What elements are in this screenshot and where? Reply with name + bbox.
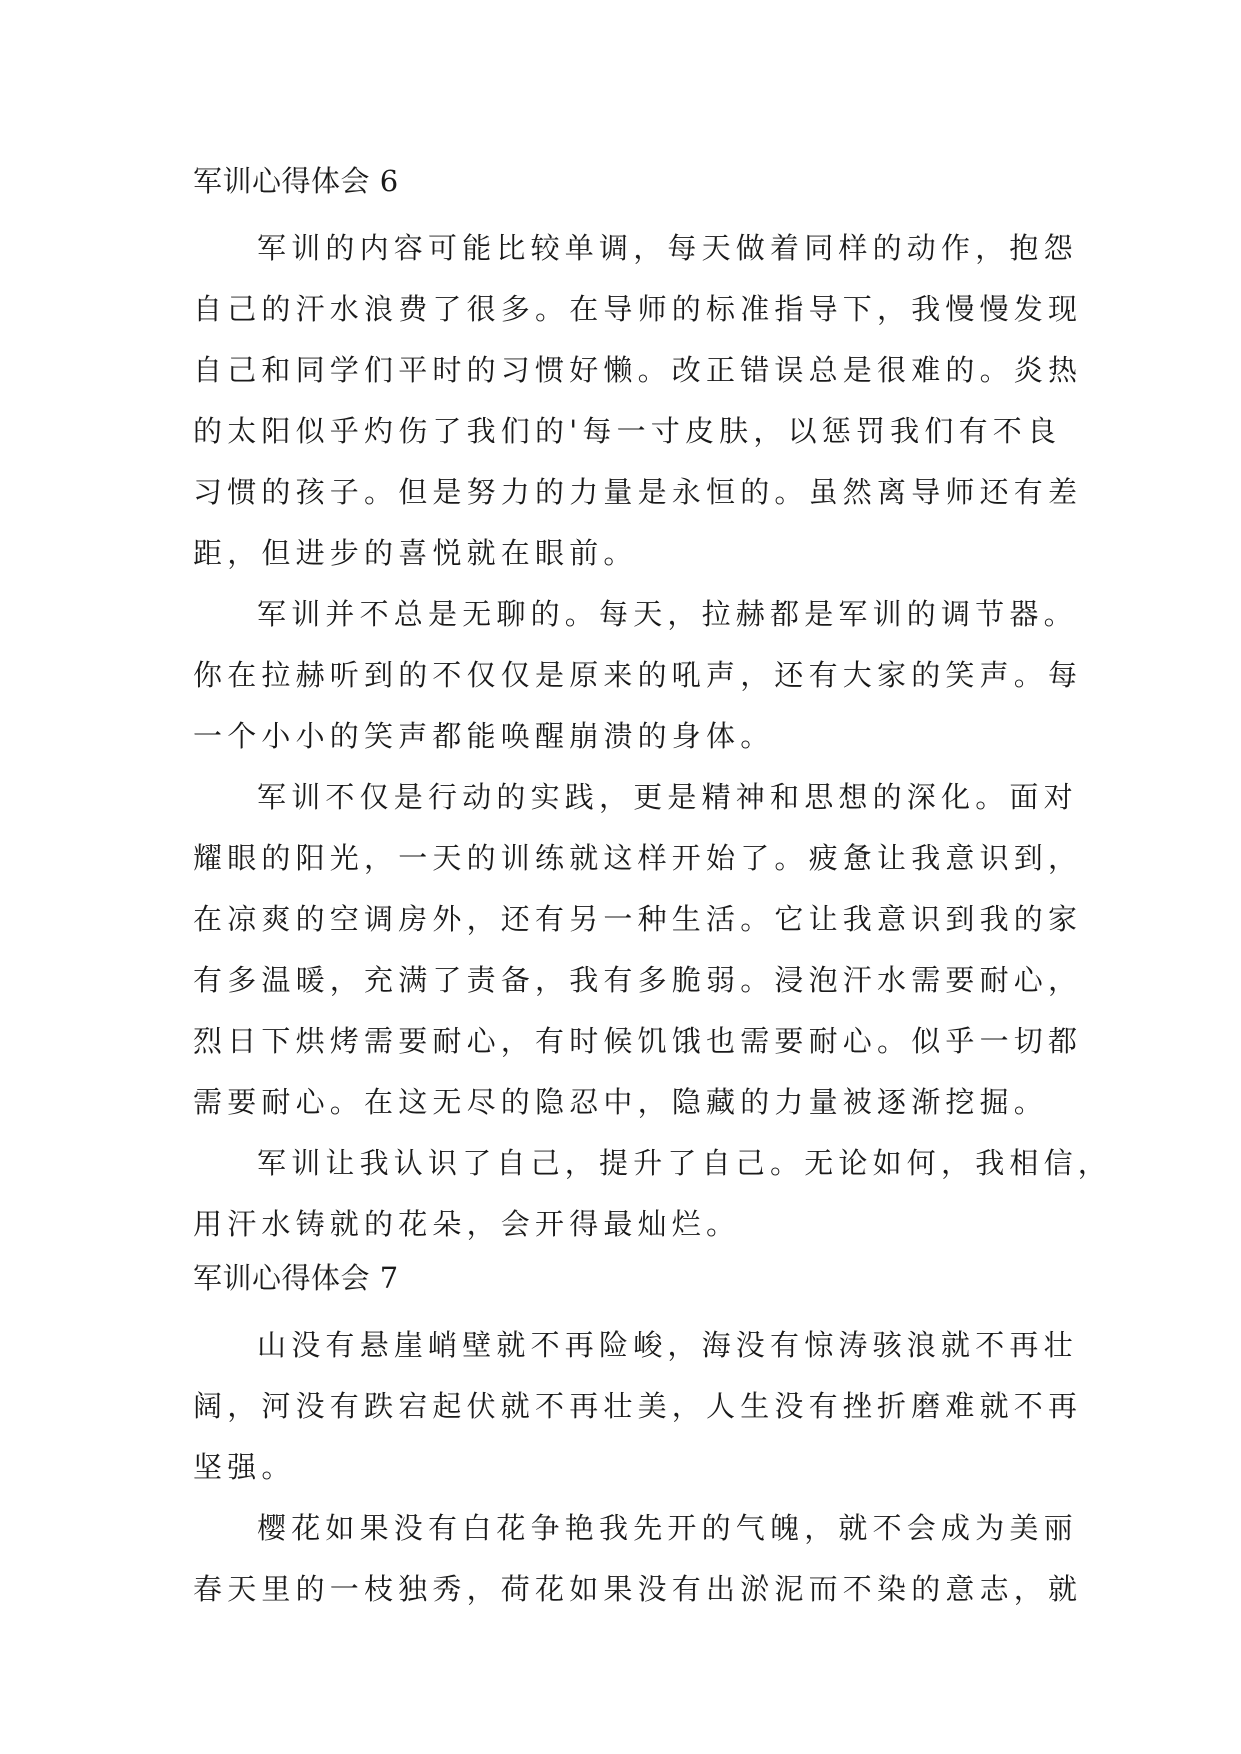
paragraph: [193, 1133, 1113, 1255]
paragraph: [193, 1315, 1083, 1498]
text-line: 你在拉赫听到的不仅仅是原来的吼声，还有大家的笑声。每: [193, 658, 1083, 692]
section-6: [193, 158, 1113, 1255]
text-line: 军训并不总是无聊的。每天，拉赫都是军训的调节器。: [257, 597, 1078, 631]
text-line: 阔，河没有跌宕起伏就不再壮美，人生没有挫折磨难就不再: [193, 1389, 1083, 1423]
paragraph: [193, 1498, 1083, 1620]
text-line: 春天里的一枝独秀，荷花如果没有出淤泥而不染的意志，就: [193, 1572, 1083, 1606]
text-line: 坚强。: [193, 1450, 296, 1484]
paragraph: [193, 767, 1083, 1133]
text-line: 用汗水铸就的花朵，会开得最灿烂。: [193, 1207, 741, 1241]
text-line: 一个小小的笑声都能唤醒崩溃的身体。: [193, 719, 775, 753]
section-7: [193, 1255, 1083, 1620]
section-title: 军训心得体会 7: [193, 1261, 399, 1295]
text-line: 军训让我认识了自己，提升了自己。无论如何，我相信，: [257, 1146, 1113, 1180]
text-line: 樱花如果没有白花争艳我先开的气魄，就不会成为美丽: [257, 1511, 1078, 1545]
text-line: 的太阳似乎灼伤了我们的'每一寸皮肤，以惩罚我们有不良: [193, 414, 1062, 448]
paragraph: [193, 218, 1083, 584]
section-title: 军训心得体会 6: [193, 164, 399, 198]
document-body: [193, 158, 1113, 1620]
text-line: 需要耐心。在这无尽的隐忍中，隐藏的力量被逐渐挖掘。: [193, 1085, 1049, 1119]
text-line: 烈日下烘烤需要耐心，有时候饥饿也需要耐心。似乎一切都: [193, 1024, 1083, 1058]
paragraph: [193, 584, 1083, 767]
text-line: 军训不仅是行动的实践，更是精神和思想的深化。面对: [257, 780, 1078, 814]
text-line: 山没有悬崖峭壁就不再险峻，海没有惊涛骇浪就不再壮: [257, 1328, 1078, 1362]
text-line: 耀眼的阳光，一天的训练就这样开始了。疲惫让我意识到，: [193, 841, 1083, 875]
text-line: 距，但进步的喜悦就在眼前。: [193, 536, 638, 570]
text-line: 有多温暖，充满了责备，我有多脆弱。浸泡汗水需要耐心，: [193, 963, 1083, 997]
text-line: 自己的汗水浪费了很多。在导师的标准指导下，我慢慢发现: [193, 292, 1083, 326]
text-line: 军训的内容可能比较单调，每天做着同样的动作，抱怨: [257, 231, 1078, 265]
text-line: 自己和同学们平时的习惯好懒。改正错误总是很难的。炎热: [193, 353, 1083, 387]
text-line: 习惯的孩子。但是努力的力量是永恒的。虽然离导师还有差: [193, 475, 1083, 509]
text-line: 在凉爽的空调房外，还有另一种生活。它让我意识到我的家: [193, 902, 1083, 936]
